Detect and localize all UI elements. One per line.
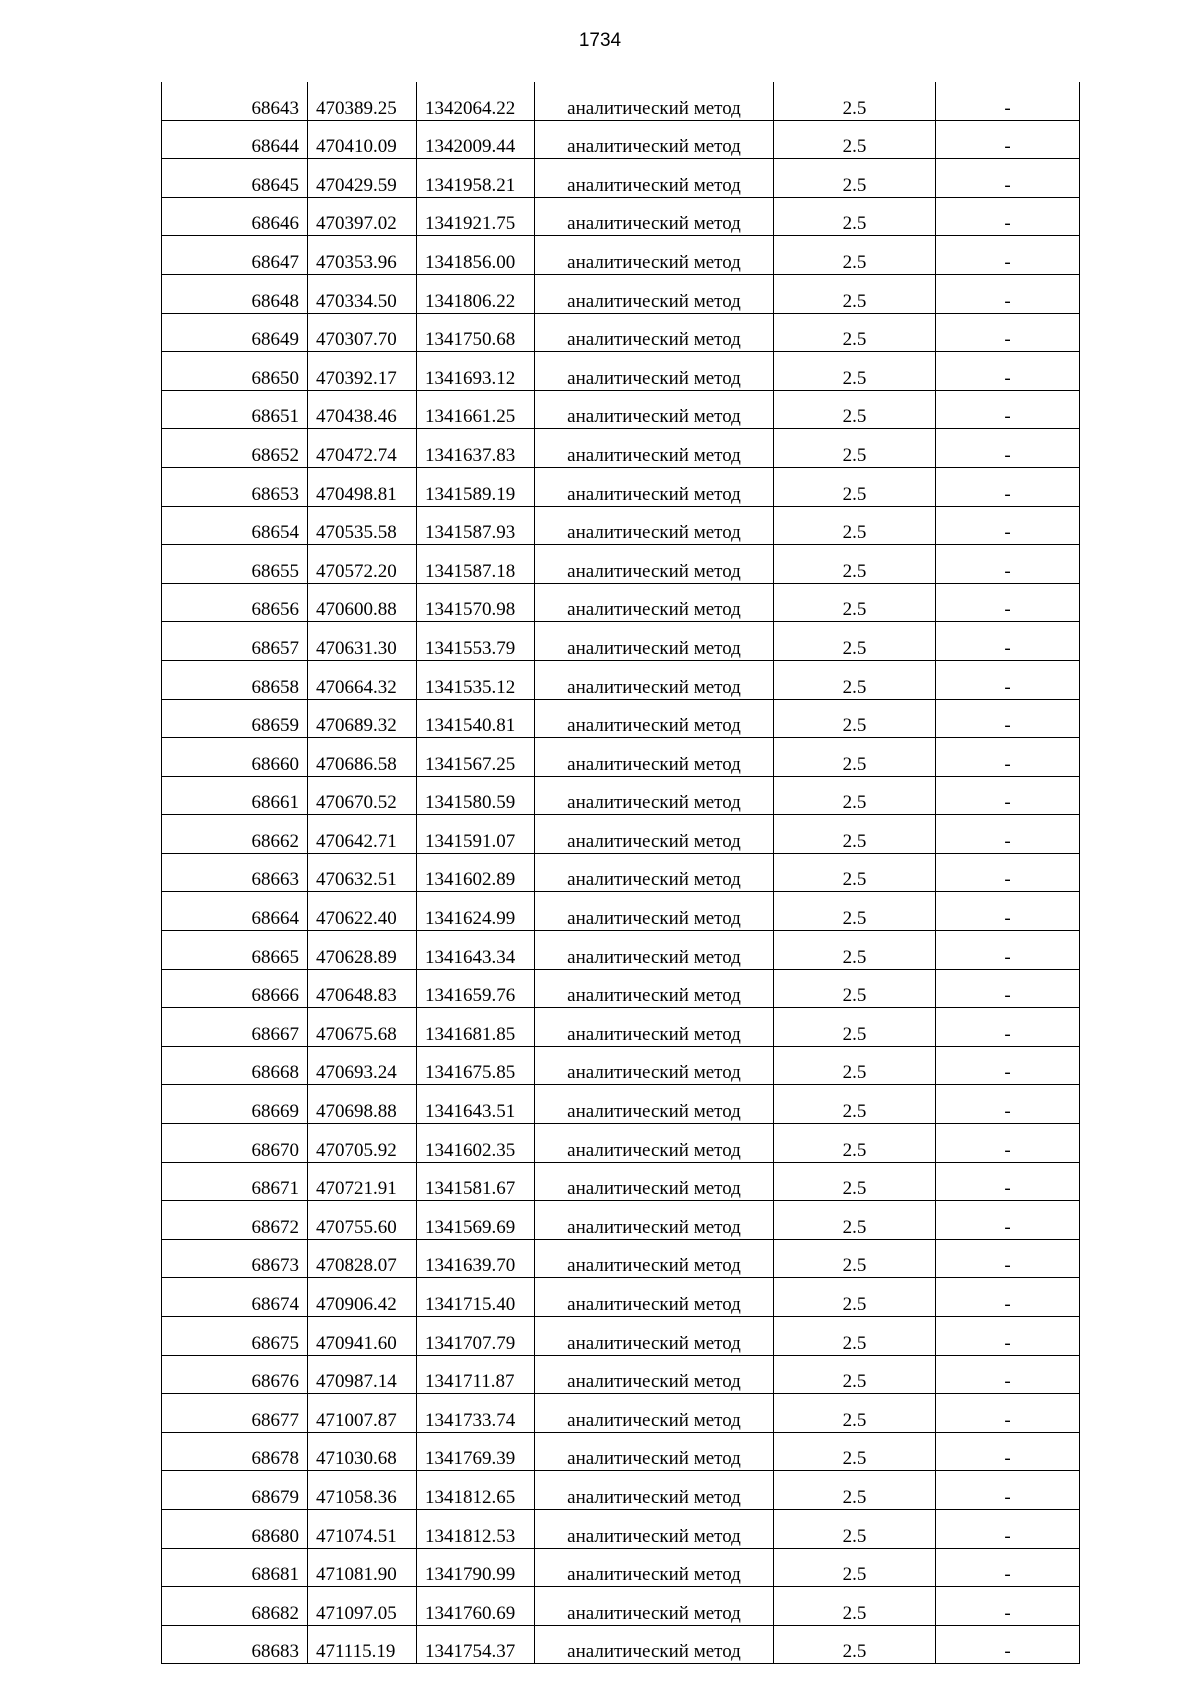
table-row bbox=[162, 815, 1080, 854]
x-coordinate-cell: 470397.02 bbox=[308, 197, 417, 236]
method-cell: аналитический метод bbox=[535, 1355, 774, 1394]
note-cell: - bbox=[936, 1509, 1080, 1548]
method-cell: аналитический метод bbox=[535, 313, 774, 352]
method-cell: аналитический метод bbox=[535, 1162, 774, 1201]
x-coordinate-cell: 471097.05 bbox=[308, 1587, 417, 1626]
table-row bbox=[162, 776, 1080, 815]
point-number-cell: 68657 bbox=[162, 622, 308, 661]
table-row bbox=[162, 1239, 1080, 1278]
method-cell: аналитический метод bbox=[535, 815, 774, 854]
note-cell: - bbox=[936, 1625, 1080, 1664]
method-cell: аналитический метод bbox=[535, 82, 774, 120]
accuracy-cell: 2.5 bbox=[774, 390, 936, 429]
x-coordinate-cell: 470675.68 bbox=[308, 1008, 417, 1047]
method-cell: аналитический метод bbox=[535, 1239, 774, 1278]
accuracy-cell: 2.5 bbox=[774, 159, 936, 198]
accuracy-cell: 2.5 bbox=[774, 969, 936, 1008]
accuracy-cell: 2.5 bbox=[774, 236, 936, 275]
y-coordinate-cell: 1341624.99 bbox=[417, 892, 535, 931]
x-coordinate-cell: 470828.07 bbox=[308, 1239, 417, 1278]
note-cell: - bbox=[936, 892, 1080, 931]
y-coordinate-cell: 1341760.69 bbox=[417, 1587, 535, 1626]
table-row bbox=[162, 467, 1080, 506]
accuracy-cell: 2.5 bbox=[774, 1432, 936, 1471]
method-cell: аналитический метод bbox=[535, 274, 774, 313]
x-coordinate-cell: 470664.32 bbox=[308, 660, 417, 699]
method-cell: аналитический метод bbox=[535, 1625, 774, 1664]
x-coordinate-cell: 470535.58 bbox=[308, 506, 417, 545]
point-number-cell: 68644 bbox=[162, 120, 308, 159]
x-coordinate-cell: 470642.71 bbox=[308, 815, 417, 854]
point-number-cell: 68664 bbox=[162, 892, 308, 931]
method-cell: аналитический метод bbox=[535, 1432, 774, 1471]
note-cell: - bbox=[936, 467, 1080, 506]
point-number-cell: 68669 bbox=[162, 1085, 308, 1124]
accuracy-cell: 2.5 bbox=[774, 660, 936, 699]
y-coordinate-cell: 1341602.35 bbox=[417, 1124, 535, 1163]
method-cell: аналитический метод bbox=[535, 969, 774, 1008]
note-cell: - bbox=[936, 506, 1080, 545]
table-row bbox=[162, 1317, 1080, 1356]
coordinates-table-body bbox=[162, 82, 1080, 1664]
y-coordinate-cell: 1341711.87 bbox=[417, 1355, 535, 1394]
note-cell: - bbox=[936, 120, 1080, 159]
method-cell: аналитический метод bbox=[535, 1085, 774, 1124]
method-cell: аналитический метод bbox=[535, 738, 774, 777]
method-cell: аналитический метод bbox=[535, 390, 774, 429]
y-coordinate-cell: 1341790.99 bbox=[417, 1548, 535, 1587]
accuracy-cell: 2.5 bbox=[774, 1471, 936, 1510]
method-cell: аналитический метод bbox=[535, 545, 774, 584]
method-cell: аналитический метод bbox=[535, 1124, 774, 1163]
x-coordinate-cell: 470632.51 bbox=[308, 853, 417, 892]
accuracy-cell: 2.5 bbox=[774, 82, 936, 120]
table-row bbox=[162, 1625, 1080, 1664]
point-number-cell: 68648 bbox=[162, 274, 308, 313]
accuracy-cell: 2.5 bbox=[774, 1162, 936, 1201]
accuracy-cell: 2.5 bbox=[774, 1317, 936, 1356]
note-cell: - bbox=[936, 1124, 1080, 1163]
point-number-cell: 68674 bbox=[162, 1278, 308, 1317]
coordinates-table bbox=[161, 82, 1080, 1664]
x-coordinate-cell: 470600.88 bbox=[308, 583, 417, 622]
point-number-cell: 68660 bbox=[162, 738, 308, 777]
note-cell: - bbox=[936, 583, 1080, 622]
table-row bbox=[162, 1548, 1080, 1587]
table-row bbox=[162, 313, 1080, 352]
x-coordinate-cell: 470631.30 bbox=[308, 622, 417, 661]
method-cell: аналитический метод bbox=[535, 1548, 774, 1587]
accuracy-cell: 2.5 bbox=[774, 506, 936, 545]
accuracy-cell: 2.5 bbox=[774, 545, 936, 584]
accuracy-cell: 2.5 bbox=[774, 429, 936, 468]
x-coordinate-cell: 471058.36 bbox=[308, 1471, 417, 1510]
note-cell: - bbox=[936, 82, 1080, 120]
accuracy-cell: 2.5 bbox=[774, 853, 936, 892]
note-cell: - bbox=[936, 1548, 1080, 1587]
accuracy-cell: 2.5 bbox=[774, 1046, 936, 1085]
accuracy-cell: 2.5 bbox=[774, 738, 936, 777]
note-cell: - bbox=[936, 738, 1080, 777]
point-number-cell: 68654 bbox=[162, 506, 308, 545]
accuracy-cell: 2.5 bbox=[774, 776, 936, 815]
point-number-cell: 68672 bbox=[162, 1201, 308, 1240]
note-cell: - bbox=[936, 1471, 1080, 1510]
x-coordinate-cell: 470648.83 bbox=[308, 969, 417, 1008]
table-row bbox=[162, 853, 1080, 892]
method-cell: аналитический метод bbox=[535, 197, 774, 236]
x-coordinate-cell: 471074.51 bbox=[308, 1509, 417, 1548]
x-coordinate-cell: 470693.24 bbox=[308, 1046, 417, 1085]
x-coordinate-cell: 470389.25 bbox=[308, 82, 417, 120]
method-cell: аналитический метод bbox=[535, 429, 774, 468]
method-cell: аналитический метод bbox=[535, 583, 774, 622]
note-cell: - bbox=[936, 1317, 1080, 1356]
accuracy-cell: 2.5 bbox=[774, 1394, 936, 1433]
accuracy-cell: 2.5 bbox=[774, 699, 936, 738]
table-row bbox=[162, 1509, 1080, 1548]
y-coordinate-cell: 1341589.19 bbox=[417, 467, 535, 506]
x-coordinate-cell: 470498.81 bbox=[308, 467, 417, 506]
table-row bbox=[162, 931, 1080, 970]
note-cell: - bbox=[936, 622, 1080, 661]
table-row bbox=[162, 236, 1080, 275]
point-number-cell: 68650 bbox=[162, 352, 308, 391]
y-coordinate-cell: 1341681.85 bbox=[417, 1008, 535, 1047]
accuracy-cell: 2.5 bbox=[774, 1008, 936, 1047]
method-cell: аналитический метод bbox=[535, 892, 774, 931]
note-cell: - bbox=[936, 815, 1080, 854]
x-coordinate-cell: 470438.46 bbox=[308, 390, 417, 429]
point-number-cell: 68668 bbox=[162, 1046, 308, 1085]
x-coordinate-cell: 470572.20 bbox=[308, 545, 417, 584]
point-number-cell: 68673 bbox=[162, 1239, 308, 1278]
table-row bbox=[162, 892, 1080, 931]
y-coordinate-cell: 1341567.25 bbox=[417, 738, 535, 777]
y-coordinate-cell: 1341715.40 bbox=[417, 1278, 535, 1317]
table-row bbox=[162, 969, 1080, 1008]
point-number-cell: 68681 bbox=[162, 1548, 308, 1587]
note-cell: - bbox=[936, 313, 1080, 352]
point-number-cell: 68649 bbox=[162, 313, 308, 352]
note-cell: - bbox=[936, 1239, 1080, 1278]
note-cell: - bbox=[936, 660, 1080, 699]
method-cell: аналитический метод bbox=[535, 1509, 774, 1548]
point-number-cell: 68677 bbox=[162, 1394, 308, 1433]
point-number-cell: 68646 bbox=[162, 197, 308, 236]
method-cell: аналитический метод bbox=[535, 1317, 774, 1356]
note-cell: - bbox=[936, 429, 1080, 468]
table-row bbox=[162, 1124, 1080, 1163]
x-coordinate-cell: 470628.89 bbox=[308, 931, 417, 970]
accuracy-cell: 2.5 bbox=[774, 931, 936, 970]
note-cell: - bbox=[936, 159, 1080, 198]
point-number-cell: 68675 bbox=[162, 1317, 308, 1356]
accuracy-cell: 2.5 bbox=[774, 1509, 936, 1548]
point-number-cell: 68655 bbox=[162, 545, 308, 584]
accuracy-cell: 2.5 bbox=[774, 1625, 936, 1664]
y-coordinate-cell: 1341639.70 bbox=[417, 1239, 535, 1278]
table-row bbox=[162, 159, 1080, 198]
y-coordinate-cell: 1342009.44 bbox=[417, 120, 535, 159]
y-coordinate-cell: 1341643.51 bbox=[417, 1085, 535, 1124]
y-coordinate-cell: 1341693.12 bbox=[417, 352, 535, 391]
table-row bbox=[162, 1355, 1080, 1394]
note-cell: - bbox=[936, 776, 1080, 815]
method-cell: аналитический метод bbox=[535, 931, 774, 970]
y-coordinate-cell: 1341587.18 bbox=[417, 545, 535, 584]
point-number-cell: 68683 bbox=[162, 1625, 308, 1664]
y-coordinate-cell: 1341769.39 bbox=[417, 1432, 535, 1471]
table-row bbox=[162, 1432, 1080, 1471]
point-number-cell: 68676 bbox=[162, 1355, 308, 1394]
accuracy-cell: 2.5 bbox=[774, 1278, 936, 1317]
method-cell: аналитический метод bbox=[535, 622, 774, 661]
point-number-cell: 68666 bbox=[162, 969, 308, 1008]
accuracy-cell: 2.5 bbox=[774, 467, 936, 506]
accuracy-cell: 2.5 bbox=[774, 1201, 936, 1240]
accuracy-cell: 2.5 bbox=[774, 1548, 936, 1587]
point-number-cell: 68659 bbox=[162, 699, 308, 738]
point-number-cell: 68661 bbox=[162, 776, 308, 815]
method-cell: аналитический метод bbox=[535, 1008, 774, 1047]
method-cell: аналитический метод bbox=[535, 467, 774, 506]
note-cell: - bbox=[936, 197, 1080, 236]
point-number-cell: 68656 bbox=[162, 583, 308, 622]
x-coordinate-cell: 470622.40 bbox=[308, 892, 417, 931]
note-cell: - bbox=[936, 1008, 1080, 1047]
method-cell: аналитический метод bbox=[535, 159, 774, 198]
note-cell: - bbox=[936, 236, 1080, 275]
point-number-cell: 68645 bbox=[162, 159, 308, 198]
note-cell: - bbox=[936, 1201, 1080, 1240]
note-cell: - bbox=[936, 390, 1080, 429]
accuracy-cell: 2.5 bbox=[774, 313, 936, 352]
y-coordinate-cell: 1341754.37 bbox=[417, 1625, 535, 1664]
y-coordinate-cell: 1341637.83 bbox=[417, 429, 535, 468]
table-row bbox=[162, 82, 1080, 120]
note-cell: - bbox=[936, 1394, 1080, 1433]
accuracy-cell: 2.5 bbox=[774, 1124, 936, 1163]
x-coordinate-cell: 470689.32 bbox=[308, 699, 417, 738]
note-cell: - bbox=[936, 352, 1080, 391]
method-cell: аналитический метод bbox=[535, 1201, 774, 1240]
y-coordinate-cell: 1341659.76 bbox=[417, 969, 535, 1008]
x-coordinate-cell: 470410.09 bbox=[308, 120, 417, 159]
method-cell: аналитический метод bbox=[535, 506, 774, 545]
y-coordinate-cell: 1341806.22 bbox=[417, 274, 535, 313]
note-cell: - bbox=[936, 1355, 1080, 1394]
y-coordinate-cell: 1341707.79 bbox=[417, 1317, 535, 1356]
note-cell: - bbox=[936, 1162, 1080, 1201]
y-coordinate-cell: 1341958.21 bbox=[417, 159, 535, 198]
method-cell: аналитический метод bbox=[535, 120, 774, 159]
accuracy-cell: 2.5 bbox=[774, 197, 936, 236]
table-row bbox=[162, 1587, 1080, 1626]
accuracy-cell: 2.5 bbox=[774, 622, 936, 661]
note-cell: - bbox=[936, 1432, 1080, 1471]
note-cell: - bbox=[936, 931, 1080, 970]
table-row bbox=[162, 622, 1080, 661]
x-coordinate-cell: 470755.60 bbox=[308, 1201, 417, 1240]
table-row bbox=[162, 1008, 1080, 1047]
method-cell: аналитический метод bbox=[535, 1587, 774, 1626]
x-coordinate-cell: 470334.50 bbox=[308, 274, 417, 313]
x-coordinate-cell: 470721.91 bbox=[308, 1162, 417, 1201]
point-number-cell: 68662 bbox=[162, 815, 308, 854]
y-coordinate-cell: 1341921.75 bbox=[417, 197, 535, 236]
table-row bbox=[162, 699, 1080, 738]
y-coordinate-cell: 1341812.53 bbox=[417, 1509, 535, 1548]
accuracy-cell: 2.5 bbox=[774, 1587, 936, 1626]
point-number-cell: 68670 bbox=[162, 1124, 308, 1163]
y-coordinate-cell: 1341569.69 bbox=[417, 1201, 535, 1240]
y-coordinate-cell: 1341675.85 bbox=[417, 1046, 535, 1085]
y-coordinate-cell: 1341602.89 bbox=[417, 853, 535, 892]
x-coordinate-cell: 470941.60 bbox=[308, 1317, 417, 1356]
accuracy-cell: 2.5 bbox=[774, 1085, 936, 1124]
y-coordinate-cell: 1342064.22 bbox=[417, 82, 535, 120]
table-row bbox=[162, 1471, 1080, 1510]
table-row bbox=[162, 1278, 1080, 1317]
table-row bbox=[162, 429, 1080, 468]
table-row bbox=[162, 120, 1080, 159]
method-cell: аналитический метод bbox=[535, 660, 774, 699]
y-coordinate-cell: 1341540.81 bbox=[417, 699, 535, 738]
note-cell: - bbox=[936, 545, 1080, 584]
y-coordinate-cell: 1341535.12 bbox=[417, 660, 535, 699]
point-number-cell: 68643 bbox=[162, 82, 308, 120]
y-coordinate-cell: 1341591.07 bbox=[417, 815, 535, 854]
point-number-cell: 68665 bbox=[162, 931, 308, 970]
method-cell: аналитический метод bbox=[535, 699, 774, 738]
table-row bbox=[162, 660, 1080, 699]
accuracy-cell: 2.5 bbox=[774, 1355, 936, 1394]
y-coordinate-cell: 1341587.93 bbox=[417, 506, 535, 545]
y-coordinate-cell: 1341580.59 bbox=[417, 776, 535, 815]
table-row bbox=[162, 352, 1080, 391]
table-row bbox=[162, 738, 1080, 777]
x-coordinate-cell: 471007.87 bbox=[308, 1394, 417, 1433]
note-cell: - bbox=[936, 699, 1080, 738]
accuracy-cell: 2.5 bbox=[774, 352, 936, 391]
x-coordinate-cell: 470392.17 bbox=[308, 352, 417, 391]
note-cell: - bbox=[936, 969, 1080, 1008]
point-number-cell: 68647 bbox=[162, 236, 308, 275]
x-coordinate-cell: 470670.52 bbox=[308, 776, 417, 815]
x-coordinate-cell: 470429.59 bbox=[308, 159, 417, 198]
method-cell: аналитический метод bbox=[535, 1046, 774, 1085]
x-coordinate-cell: 470698.88 bbox=[308, 1085, 417, 1124]
accuracy-cell: 2.5 bbox=[774, 815, 936, 854]
method-cell: аналитический метод bbox=[535, 776, 774, 815]
x-coordinate-cell: 470353.96 bbox=[308, 236, 417, 275]
x-coordinate-cell: 470987.14 bbox=[308, 1355, 417, 1394]
table-row bbox=[162, 1085, 1080, 1124]
note-cell: - bbox=[936, 274, 1080, 313]
table-row bbox=[162, 1162, 1080, 1201]
x-coordinate-cell: 470307.70 bbox=[308, 313, 417, 352]
accuracy-cell: 2.5 bbox=[774, 1239, 936, 1278]
point-number-cell: 68651 bbox=[162, 390, 308, 429]
table-row bbox=[162, 274, 1080, 313]
point-number-cell: 68663 bbox=[162, 853, 308, 892]
y-coordinate-cell: 1341570.98 bbox=[417, 583, 535, 622]
accuracy-cell: 2.5 bbox=[774, 583, 936, 622]
point-number-cell: 68671 bbox=[162, 1162, 308, 1201]
note-cell: - bbox=[936, 1085, 1080, 1124]
method-cell: аналитический метод bbox=[535, 1471, 774, 1510]
y-coordinate-cell: 1341733.74 bbox=[417, 1394, 535, 1433]
point-number-cell: 68658 bbox=[162, 660, 308, 699]
note-cell: - bbox=[936, 1046, 1080, 1085]
y-coordinate-cell: 1341856.00 bbox=[417, 236, 535, 275]
point-number-cell: 68653 bbox=[162, 467, 308, 506]
table-row bbox=[162, 583, 1080, 622]
table-row bbox=[162, 506, 1080, 545]
accuracy-cell: 2.5 bbox=[774, 892, 936, 931]
table-row bbox=[162, 1394, 1080, 1433]
x-coordinate-cell: 471115.19 bbox=[308, 1625, 417, 1664]
point-number-cell: 68667 bbox=[162, 1008, 308, 1047]
x-coordinate-cell: 470686.58 bbox=[308, 738, 417, 777]
y-coordinate-cell: 1341812.65 bbox=[417, 1471, 535, 1510]
method-cell: аналитический метод bbox=[535, 1278, 774, 1317]
table-row bbox=[162, 390, 1080, 429]
note-cell: - bbox=[936, 1278, 1080, 1317]
x-coordinate-cell: 470906.42 bbox=[308, 1278, 417, 1317]
y-coordinate-cell: 1341581.67 bbox=[417, 1162, 535, 1201]
point-number-cell: 68682 bbox=[162, 1587, 308, 1626]
table-row bbox=[162, 545, 1080, 584]
x-coordinate-cell: 470472.74 bbox=[308, 429, 417, 468]
y-coordinate-cell: 1341553.79 bbox=[417, 622, 535, 661]
point-number-cell: 68678 bbox=[162, 1432, 308, 1471]
table-row bbox=[162, 1046, 1080, 1085]
y-coordinate-cell: 1341750.68 bbox=[417, 313, 535, 352]
point-number-cell: 68680 bbox=[162, 1509, 308, 1548]
table-row bbox=[162, 1201, 1080, 1240]
method-cell: аналитический метод bbox=[535, 236, 774, 275]
note-cell: - bbox=[936, 853, 1080, 892]
page-number: 1734 bbox=[578, 30, 622, 51]
method-cell: аналитический метод bbox=[535, 1394, 774, 1433]
y-coordinate-cell: 1341643.34 bbox=[417, 931, 535, 970]
accuracy-cell: 2.5 bbox=[774, 120, 936, 159]
point-number-cell: 68652 bbox=[162, 429, 308, 468]
note-cell: - bbox=[936, 1587, 1080, 1626]
x-coordinate-cell: 470705.92 bbox=[308, 1124, 417, 1163]
point-number-cell: 68679 bbox=[162, 1471, 308, 1510]
accuracy-cell: 2.5 bbox=[774, 274, 936, 313]
method-cell: аналитический метод bbox=[535, 853, 774, 892]
x-coordinate-cell: 471081.90 bbox=[308, 1548, 417, 1587]
table-row bbox=[162, 197, 1080, 236]
method-cell: аналитический метод bbox=[535, 352, 774, 391]
y-coordinate-cell: 1341661.25 bbox=[417, 390, 535, 429]
x-coordinate-cell: 471030.68 bbox=[308, 1432, 417, 1471]
